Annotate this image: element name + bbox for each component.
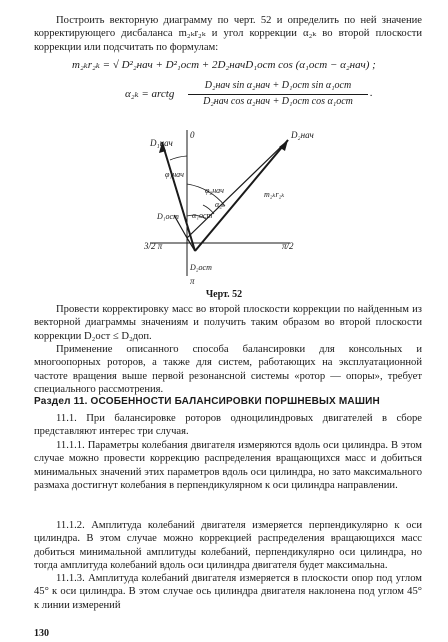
vector-m2kr2k: [187, 140, 288, 238]
vector-diagram: [0, 118, 448, 290]
formula-imbalance-lhs: m₂ₖr₂ₖ =: [72, 59, 113, 71]
formula-angle-numerator: D₂нач sin α₂нач + D₁ост sin α₁ост: [204, 80, 352, 91]
formula-angle-lhs: α₂ₖ = arctg: [125, 88, 175, 100]
paragraph-11-1-1: 11.1.1. Параметры колебания двигателя измеряются вдоль оси цилиндра. В этом случае можно провести коррекцию распределения вращающихся масс и добиться минимальных значений этих параметров вдоль оси цилиндра, но зато максимального размаха достигнут колебания в перпендикулярном к оси цилиндра направлении.: [34, 440, 422, 491]
formula-imbalance-rhs: √ D²₂нач + D²₁ост + 2D₂начD₁ост cos (α₁ост − α₂нач) ;: [112, 59, 376, 71]
section-heading: Раздел 11. ОСОБЕННОСТИ БАЛАНСИРОВКИ ПОРШНЕВЫХ МАШИН: [34, 396, 380, 407]
figure-caption: Черт. 52: [205, 289, 243, 300]
label-pi-half: π/2: [282, 241, 294, 251]
label-pi: π: [190, 276, 195, 286]
paragraph-correction: Провести корректировку масс во второй плоскости коррекции по найденным из векторной диаграммы значениям и получить таким образом во второй плоскости коррекции D₂ост ≤ D₂доп.: [34, 304, 422, 342]
angle-arc-phi1: [170, 156, 187, 160]
fraction-bar: [188, 94, 368, 95]
label-d1ost: D₁ост: [157, 212, 179, 221]
label-zero: 0: [190, 130, 195, 140]
paragraph-11-1: 11.1. При балансировке роторов одноцилиндровых двигателей в сборе представляют интерес три случая.: [34, 413, 422, 438]
label-alpha2k: α₂ₖ: [215, 200, 225, 209]
label-d1nach: D₁нач: [150, 138, 173, 148]
label-alpha1ost: α₁ост: [192, 211, 213, 220]
intro-paragraph: Построить векторную диаграмму по черт. 52 и определить по ней значение корректирующего дисбаланса m₂ₖr₂ₖ и угол коррекции α₂ₖ во второй плоскости коррекции или подсчитать по формулам:: [34, 15, 422, 53]
formula-angle-denominator: D₂нач cos α₂нач + D₁ост cos α₁ост: [203, 96, 353, 107]
page-number: 130: [34, 628, 49, 639]
label-m2kr2k: m₂ₖr₂ₖ: [264, 190, 285, 199]
label-three-pi-half: 3/2 π: [144, 241, 163, 251]
label-phi2nach: φ₂нач: [205, 186, 224, 195]
label-d2nach: D₂нач: [291, 130, 314, 140]
formula-angle-end: .: [370, 87, 373, 99]
formula-imbalance: [72, 58, 376, 71]
label-d2ost: D₂ост: [190, 263, 212, 272]
paragraph-11-1-3: 11.1.3. Амплитуда колебаний двигателя измеряется в плоскости опор под углом 45° к оси цилиндра. В этом случае ось цилиндра двигателя наклонена под углом 45° к линии измерений: [34, 573, 422, 611]
label-phi1nach: φ₁нач: [165, 170, 184, 179]
paragraph-application: Применение описанного способа балансировки для консольных и многоопорных роторов, а также для систем, работающих на эксплуатационной частоте вращения выше первой резонансной системы «ротор — опоры», требует специального рассмотрения.: [34, 344, 422, 395]
paragraph-11-1-2: 11.1.2. Амплитуда колебаний двигателя измеряется перпендикулярно к оси цилиндра. В этом случае можно коррекцией распределения вращающихся масс добиться минимальной амплитуды колебаний, перпендикулярно оси цилиндра, но тогда амплитуда колебаний вдоль оси цилиндра двигателя будет максимальна.: [34, 520, 422, 571]
